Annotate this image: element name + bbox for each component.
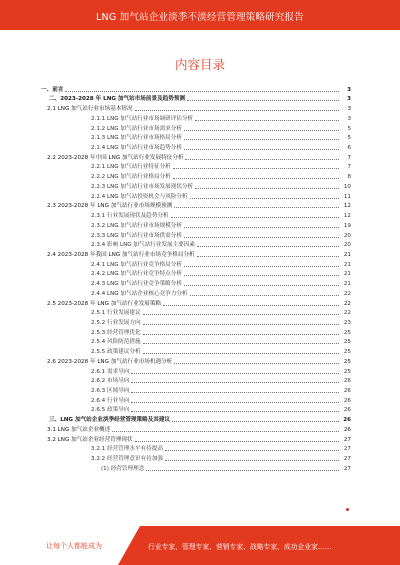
toc-leader-dots [174, 363, 339, 364]
toc-entry[interactable] [35, 142, 351, 152]
toc-leader-dots [131, 392, 339, 393]
toc-entry-label: 2.4.1 LNG 加气站行业竞争格局分析 [91, 261, 182, 268]
toc-entry-page: 5 [347, 135, 351, 142]
toc-entry-label: 2.2.1 LNG 加气站行业特征分析 [91, 164, 171, 171]
toc-leader-dots [197, 256, 339, 257]
toc-entry[interactable] [35, 133, 351, 143]
toc-entry-page: 21 [343, 251, 351, 258]
toc-entry-label: 2.5.5 政策建议分析 [91, 349, 141, 356]
toc-entry-page: 19 [343, 222, 351, 229]
toc-entry-label: 2.2 2023-2028 年中国 LNG 加气站行业发展特征分析 [47, 154, 184, 161]
toc-entry-page: 22 [343, 290, 351, 297]
toc-entry-page: 7 [347, 154, 351, 161]
toc-entry[interactable] [35, 103, 351, 113]
toc-entry[interactable] [35, 94, 351, 104]
toc-leader-dots [65, 91, 339, 92]
toc-entry-label: 2.6.3 区域导向 [91, 388, 130, 394]
toc-entry[interactable] [35, 346, 351, 356]
toc-entry-page: 3 [347, 106, 351, 113]
toc-entry-label: 2.1.3 LNG 加气站行业市场格局分析 [91, 135, 182, 142]
toc-entry[interactable] [35, 269, 351, 279]
toc-entry-label: 2.6.2 市场导向 [91, 378, 130, 385]
toc-leader-dots [173, 178, 339, 179]
toc-entry[interactable] [35, 414, 351, 424]
toc-entry[interactable] [35, 356, 351, 366]
toc-leader-dots [163, 305, 339, 306]
table-of-contents [35, 84, 351, 473]
toc-entry[interactable] [35, 162, 351, 172]
toc-heading: 内容目录 [174, 57, 225, 72]
toc-entry-page: 22 [343, 300, 351, 307]
footer-slogan-left: 让每个人都能成为 [46, 542, 102, 550]
toc-entry-label: 2.5.1 行业发展建议 [91, 310, 141, 317]
toc-entry[interactable] [35, 444, 351, 454]
toc-leader-dots [143, 343, 339, 344]
toc-entry[interactable] [35, 259, 351, 269]
toc-entry[interactable] [35, 337, 351, 347]
toc-entry-page: 21 [343, 281, 351, 288]
toc-leader-dots [195, 188, 339, 189]
toc-entry-page: 6 [347, 145, 351, 152]
toc-entry-label: 3.1 LNG 加气站企业概述 [47, 426, 111, 433]
toc-entry-page: 25 [343, 329, 351, 336]
toc-entry[interactable] [35, 201, 351, 211]
toc-entry-label: 2.3 2023-2028 年 LNG 加气站行业市场规模预测 [47, 203, 173, 210]
toc-leader-dots [184, 285, 339, 286]
toc-entry[interactable] [35, 453, 351, 463]
toc-leader-dots [131, 411, 339, 412]
toc-entry[interactable] [35, 220, 351, 230]
toc-entry-page: 3 [347, 96, 351, 103]
toc-entry-page: 26 [343, 426, 351, 433]
toc-leader-dots [184, 266, 339, 267]
toc-leader-dots [184, 149, 339, 150]
toc-leader-dots [187, 100, 339, 101]
toc-entry-label: 2.2.3 LNG 加气站行业市场发展现状分析 [91, 183, 194, 190]
toc-entry-label: 2.6.5 政策导向 [91, 407, 130, 414]
toc-entry-label: 2.4.3 LNG 加气站行业竞争策略分析 [91, 281, 182, 288]
toc-leader-dots [184, 237, 339, 238]
toc-entry-label: 2.3.1 行业发展现状及趋势分析 [91, 213, 169, 220]
footer-slogan-right: 行业专家、管理专家、营销专家、战略专家、成功企业家…… [148, 543, 332, 551]
toc-leader-dots [171, 217, 339, 218]
toc-leader-dots [190, 198, 339, 199]
toc-entry-label: 2.1.4 LNG 加气站行业市场趋势分析 [91, 145, 182, 152]
toc-leader-dots [184, 227, 339, 228]
toc-leader-dots [143, 324, 339, 325]
toc-leader-dots [143, 334, 339, 335]
toc-leader-dots [172, 421, 339, 422]
toc-entry[interactable] [35, 171, 351, 181]
toc-entry-label: 2.6.4 行业导向 [91, 397, 130, 404]
toc-leader-dots [197, 246, 339, 247]
toc-entry-page: 25 [343, 339, 351, 346]
toc-entry-label: 2.1.2 LNG 加气站行业市场需求分析 [91, 125, 182, 132]
toc-entry-label: 2.4.2 LNG 加气站行业竞争特点分析 [91, 271, 182, 278]
toc-entry-page: 26 [343, 378, 351, 385]
report-title: LNG 加气站企业淡季不淡经营管理策略研究报告 [96, 12, 304, 23]
toc-entry-label: 2.1 LNG 加气站行业市场基本情况 [47, 106, 133, 113]
toc-entry-label: 二、2023-2028 年 LNG 加气站市场前景及趋势预测 [49, 96, 186, 103]
toc-entry-label: 2.4.4 LNG 加气站企业核心竞争力分析 [91, 290, 188, 297]
toc-entry[interactable] [35, 405, 351, 415]
toc-leader-dots [184, 130, 339, 131]
toc-leader-dots [143, 314, 339, 315]
toc-leader-dots [131, 382, 339, 383]
toc-entry[interactable] [35, 385, 351, 395]
toc-entry[interactable] [35, 463, 351, 473]
toc-leader-dots [190, 295, 339, 296]
toc-entry-label: 2.2.4 LNG 加气站投资机会与风险分析 [91, 193, 188, 200]
toc-entry-label: 3.2.2 经营管理意识有待加强 [91, 456, 163, 463]
toc-entry-page: 8 [347, 174, 351, 181]
toc-entry[interactable] [35, 210, 351, 220]
toc-entry-page: 21 [343, 261, 351, 268]
toc-entry-page: 27 [343, 436, 351, 443]
toc-entry[interactable] [35, 123, 351, 133]
toc-entry-label: 2.5.2 行业发展方向 [91, 319, 141, 326]
toc-entry[interactable] [35, 181, 351, 191]
page-marker [346, 508, 349, 511]
toc-entry-page: 25 [343, 349, 351, 356]
toc-leader-dots [131, 373, 339, 374]
toc-entry-label: (1) 经营管理理念 [101, 465, 145, 472]
toc-entry[interactable] [35, 424, 351, 434]
toc-entry-page: 27 [343, 465, 351, 472]
toc-entry[interactable] [35, 230, 351, 240]
toc-entry-page: 12 [343, 203, 351, 210]
toc-entry-page: 5 [347, 125, 351, 132]
toc-entry-page: 26 [343, 388, 351, 394]
toc-leader-dots [185, 159, 339, 160]
toc-entry-label: 2.2.2 LNG 加气站行业格局分析 [91, 174, 171, 181]
toc-entry-label: 2.6 2023-2028 年 LNG 加气站行业市场机遇分析 [47, 358, 173, 365]
toc-entry-page: 3 [347, 115, 351, 122]
toc-entry-label: 2.6.1 需求导向 [91, 368, 130, 375]
toc-entry-label: 2.5.4 风险防范措施 [91, 339, 141, 346]
toc-leader-dots [195, 120, 339, 121]
toc-entry[interactable] [35, 395, 351, 405]
toc-leader-dots [131, 402, 339, 403]
toc-entry-page: 25 [343, 358, 351, 365]
toc-entry-page: 12 [343, 213, 351, 220]
toc-leader-dots [184, 275, 339, 276]
toc-entry[interactable] [35, 84, 351, 94]
header-banner [0, 0, 400, 30]
toc-leader-dots [143, 353, 339, 354]
toc-entry[interactable] [35, 434, 351, 444]
toc-entry-page: 25 [343, 368, 351, 375]
toc-entry-page: 10 [343, 183, 351, 190]
toc-entry[interactable] [35, 249, 351, 259]
toc-entry[interactable] [35, 327, 351, 337]
toc-leader-dots [173, 168, 339, 169]
toc-entry-label: 2.3.2 LNG 加气站行业市场规模分析 [91, 222, 182, 229]
toc-entry-label: 一、前言 [41, 86, 64, 93]
toc-entry-page: 3 [347, 86, 351, 93]
footer-banner [0, 526, 400, 565]
toc-entry-page: 26 [343, 407, 351, 414]
toc-entry-page: 26 [343, 417, 351, 424]
toc-entry-page: 20 [343, 232, 351, 239]
toc-leader-dots [184, 139, 339, 140]
toc-entry[interactable] [35, 152, 351, 162]
toc-entry-page: 11 [343, 193, 351, 200]
toc-entry-label: 三、LNG 加气站企业淡季经营管理策略及其建议 [49, 417, 171, 424]
toc-entry[interactable] [35, 240, 351, 250]
toc-entry-page: 21 [343, 271, 351, 278]
toc-entry-page: 7 [347, 164, 351, 171]
toc-entry-label: 2.3.3 LNG 加气站行业市场供需分析 [91, 232, 182, 239]
toc-entry[interactable] [35, 288, 351, 298]
toc-entry-label: 2.4 2023-2028 年我国 LNG 加气站行业市场竞争格局分析 [47, 251, 195, 258]
toc-leader-dots [174, 207, 339, 208]
toc-entry-page: 26 [343, 397, 351, 404]
toc-entry-page: 20 [343, 242, 351, 249]
toc-entry[interactable] [35, 113, 351, 123]
toc-leader-dots [135, 110, 339, 111]
toc-entry[interactable] [35, 366, 351, 376]
toc-entry-page: 23 [343, 319, 351, 326]
toc-entry-page: 27 [343, 446, 351, 453]
toc-entry-label: 3.2.1 经营管理水平有待提高 [91, 446, 163, 453]
toc-entry[interactable] [35, 278, 351, 288]
toc-entry[interactable] [35, 376, 351, 386]
toc-entry[interactable] [35, 317, 351, 327]
toc-entry-label: 3.2 LNG 加气站企业经营管理现状 [47, 436, 133, 443]
toc-entry-label: 2.5 2023-2028 年 LNG 加气站行业发展策略 [47, 300, 162, 307]
toc-entry[interactable] [35, 191, 351, 201]
toc-entry-page: 27 [343, 456, 351, 463]
toc-entry[interactable] [35, 298, 351, 308]
toc-leader-dots [112, 431, 339, 432]
toc-entry[interactable] [35, 308, 351, 318]
toc-entry-page: 22 [343, 310, 351, 317]
toc-leader-dots [165, 460, 339, 461]
toc-leader-dots [165, 450, 339, 451]
toc-entry-label: 2.3.4 影响 LNG 加气站行业发展主要因素 [91, 242, 195, 249]
toc-leader-dots [135, 441, 339, 442]
toc-entry-label: 2.1.1 LNG 加气站行业市场调研评估分析 [91, 115, 194, 122]
toc-entry-label: 2.5.3 经营管理优化 [91, 329, 141, 336]
toc-leader-dots [146, 470, 339, 471]
